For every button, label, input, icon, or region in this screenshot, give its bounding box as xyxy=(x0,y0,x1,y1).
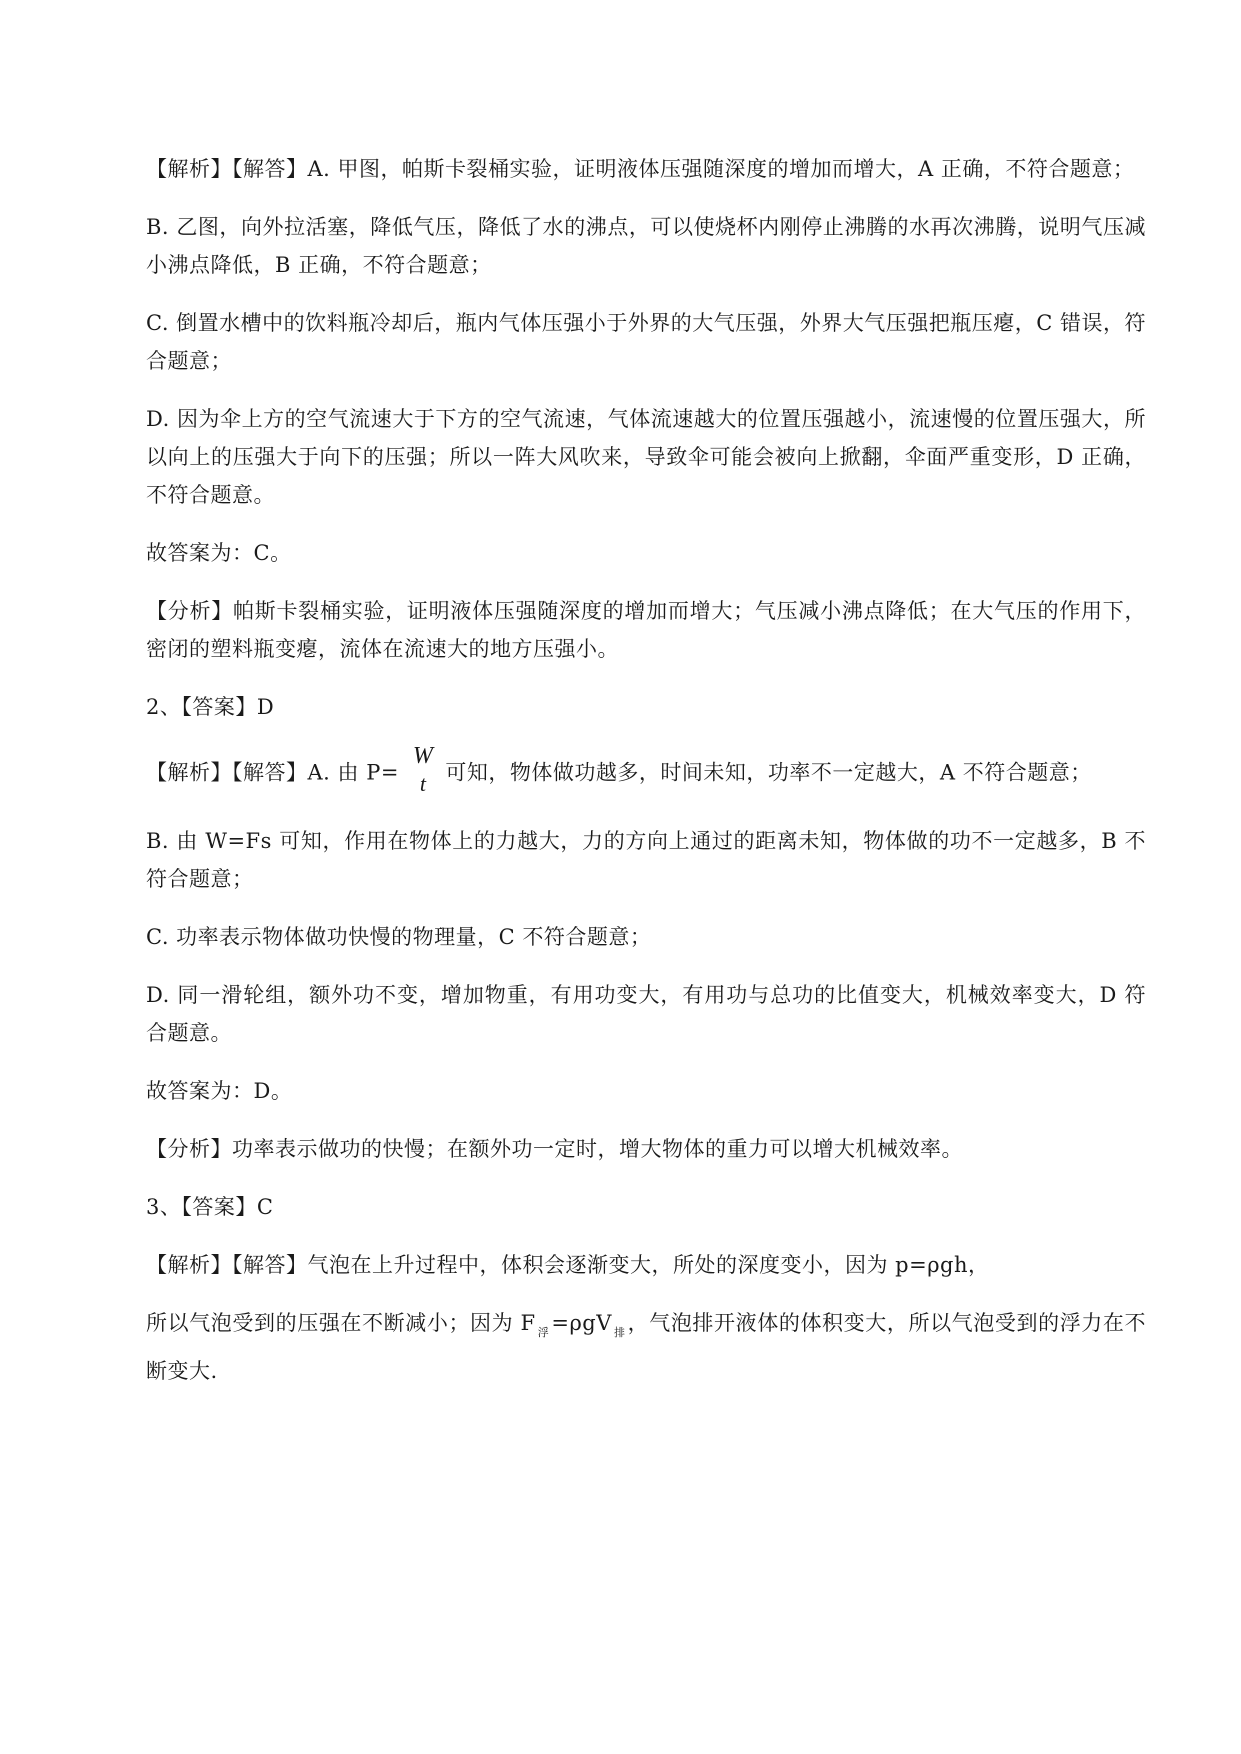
analysis-1-option-b: B. 乙图，向外拉活塞，降低气压，降低了水的沸点，可以使烧杯内刚停止沸腾的水再次沸腾，说明气压减小沸点降低，B 正确，不符合题意； xyxy=(146,215,1146,277)
answer-1-conclusion: 故答案为：C。 xyxy=(146,541,292,565)
power-fraction xyxy=(413,742,434,798)
analysis-2-option-d: D. 同一滑轮组，额外功不变，增加物重，有用功变大，有用功与总功的比值变大，机械效率变大，D 符合题意。 xyxy=(146,983,1146,1045)
buoyancy-subscript: 浮 xyxy=(537,1326,550,1339)
analysis-2-summary: 【分析】功率表示做功的快慢；在额外功一定时，增大物体的重力可以增大机械效率。 xyxy=(146,1137,963,1161)
answer-3-heading: 3、【答案】C xyxy=(146,1195,274,1219)
buoyancy-suffix: ，气泡排开液体的体积变大，所以气泡受到的浮力在不断变大. xyxy=(146,1311,1147,1383)
fraction-numerator: W xyxy=(412,743,434,769)
fraction-denominator: t xyxy=(419,771,427,796)
displacement-subscript: 排 xyxy=(613,1326,626,1339)
buoyancy-formula: =ρgV xyxy=(551,1311,612,1335)
analysis-1-option-d: D. 因为伞上方的空气流速大于下方的空气流速，气体流速越大的位置压强越小，流速慢的位置压强大，所以向上的压强大于向下的压强；所以一阵大风吹来，导致伞可能会被向上掀翻，伞面严重变形，D 正确，不符合题意。 xyxy=(146,407,1146,507)
analysis-2-option-b: B. 由 W=Fs 可知，作用在物体上的力越大，力的方向上通过的距离未知，物体做的功不一定越多，B 不符合题意； xyxy=(146,829,1146,891)
formula-suffix: 可知，物体做功越多，时间未知，功率不一定越大，A 不符合题意； xyxy=(445,760,1092,785)
answer-2-heading: 2、【答案】D xyxy=(146,695,275,719)
analysis-1-summary: 【分析】帕斯卡裂桶实验，证明液体压强随深度的增加而增大；气压减小沸点降低；在大气压的作用下，密闭的塑料瓶变瘪，流体在流速大的地方压强小。 xyxy=(146,599,1146,661)
analysis-3-line-2 xyxy=(146,1304,1146,1390)
analysis-2-option-c: C. 功率表示物体做功快慢的物理量，C 不符合题意； xyxy=(146,925,652,949)
analysis-2-option-a xyxy=(146,743,1146,802)
document-page xyxy=(146,150,1146,1410)
answer-2-conclusion: 故答案为：D。 xyxy=(146,1079,293,1103)
analysis-1-option-c: C. 倒置水槽中的饮料瓶冷却后，瓶内气体压强小于外界的大气压强，外界大气压强把瓶压瘪，C 错误，符合题意； xyxy=(146,311,1146,373)
analysis-3-line-1: 【解析】【解答】气泡在上升过程中，体积会逐渐变大，所处的深度变小，因为 p=ρgh， xyxy=(146,1253,990,1277)
formula-prefix: 【解析】【解答】A. 由 P= xyxy=(146,760,399,785)
buoyancy-prefix: 所以气泡受到的压强在不断减小；因为 F xyxy=(146,1311,536,1335)
analysis-1-option-a: 【解析】【解答】A. 甲图，帕斯卡裂桶实验，证明液体压强随深度的增加而增大，A 正确，不符合题意； xyxy=(146,157,1135,181)
